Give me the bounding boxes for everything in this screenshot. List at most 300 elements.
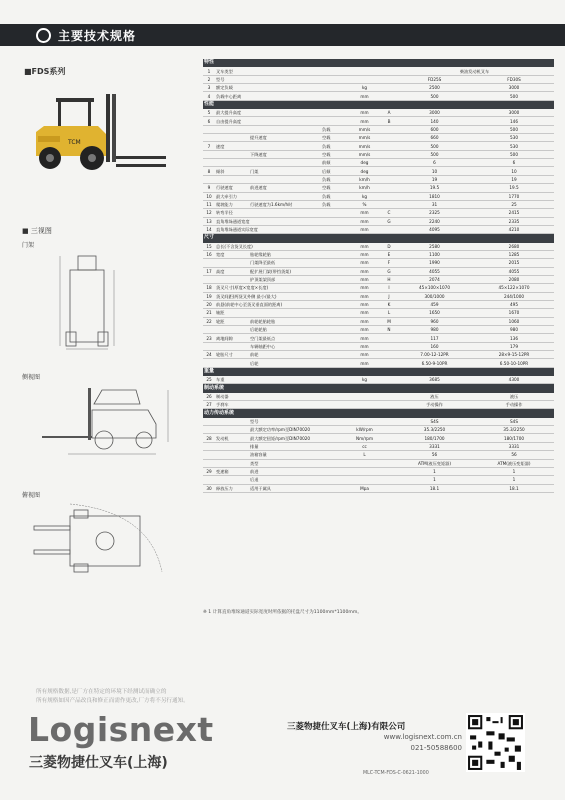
spec-cell-v1: 1100 bbox=[395, 250, 474, 258]
spec-cell-c2 bbox=[249, 159, 321, 167]
spec-cell-code: J bbox=[383, 292, 395, 300]
spec-cell-no: 20 bbox=[203, 300, 215, 308]
spec-cell-c1: 轴距 bbox=[215, 309, 249, 317]
spec-cell-code bbox=[383, 134, 395, 142]
spec-cell-unit: mm bbox=[346, 284, 383, 292]
spec-cell-v1: 液压 bbox=[395, 392, 474, 400]
spec-cell-v1: ATM(液压变矩器) bbox=[395, 459, 474, 467]
spec-cell-v2: 500 bbox=[474, 92, 554, 100]
three-views-heading: ■ 三视图 bbox=[22, 227, 52, 235]
spec-cell-v2: 6.50-10-10PR bbox=[474, 359, 554, 367]
spec-cell-v2: 244/1000 bbox=[474, 292, 554, 300]
spec-cell-c2 bbox=[249, 217, 321, 225]
spec-row bbox=[203, 284, 554, 292]
spec-row bbox=[203, 326, 554, 334]
spec-cell-unit: L bbox=[346, 451, 383, 459]
spec-row bbox=[203, 267, 554, 275]
spec-cell-code bbox=[383, 67, 395, 75]
spec-cell-code bbox=[383, 175, 395, 183]
spec-cell-c2: 车辆轴距中心 bbox=[249, 342, 321, 350]
brand-logo: Logisnext bbox=[28, 710, 214, 749]
spec-cell-code: A bbox=[383, 109, 395, 117]
spec-row bbox=[203, 175, 554, 183]
spec-cell-v2: 2015 bbox=[474, 259, 554, 267]
spec-cell-v2: 1 bbox=[474, 467, 554, 475]
spec-cell-code bbox=[383, 184, 395, 192]
spec-cell-c2 bbox=[249, 142, 321, 150]
spec-cell-c2 bbox=[249, 109, 321, 117]
spec-row bbox=[203, 84, 554, 92]
disclaimer bbox=[36, 688, 189, 706]
spec-section-label: 尺寸 bbox=[203, 234, 554, 242]
spec-cell-unit bbox=[346, 75, 383, 83]
spec-cell-c3 bbox=[321, 275, 346, 283]
spec-cell-c2 bbox=[249, 92, 321, 100]
side-view-label: 侧视图 bbox=[22, 374, 41, 381]
spec-cell-c2: 前轮轮胎轮胎 bbox=[249, 317, 321, 325]
spec-cell-v1: 180/1700 bbox=[395, 434, 474, 442]
spec-cell-no: 2 bbox=[203, 75, 215, 83]
spec-cell-v2: 4055 bbox=[474, 267, 554, 275]
document-code: MLC-TCM-FDS-C-0621-1000 bbox=[363, 771, 429, 776]
spec-row bbox=[203, 300, 554, 308]
spec-cell-unit bbox=[346, 467, 383, 475]
spec-cell-unit: mm/s bbox=[346, 142, 383, 150]
spec-cell-code bbox=[383, 484, 395, 492]
spec-cell-c3 bbox=[321, 376, 346, 384]
spec-cell-c1: 爬坡能力 bbox=[215, 200, 249, 208]
spec-cell-c1 bbox=[215, 150, 249, 158]
spec-cell-c3: 负载 bbox=[321, 142, 346, 150]
spec-cell-c1 bbox=[215, 259, 249, 267]
spec-cell-unit: kW/rpm bbox=[346, 426, 383, 434]
spec-cell-no: 15 bbox=[203, 242, 215, 250]
spec-cell-c1: 型号 bbox=[215, 75, 249, 83]
spec-cell-v1: 4055 bbox=[395, 267, 474, 275]
spec-cell-c2: 前进速度 bbox=[249, 184, 321, 192]
spec-cell-code: C bbox=[383, 209, 395, 217]
spec-cell-no: 5 bbox=[203, 109, 215, 117]
spec-cell-unit: mm bbox=[346, 217, 383, 225]
spec-cell-c1: 宽度 bbox=[215, 250, 249, 258]
spec-cell-c2 bbox=[249, 175, 321, 183]
spec-cell-code bbox=[383, 401, 395, 409]
spec-cell-code bbox=[383, 459, 395, 467]
spec-cell-c3 bbox=[321, 75, 346, 83]
spec-cell-v2: 10 bbox=[474, 167, 554, 175]
spec-cell-code bbox=[383, 75, 395, 83]
spec-cell-c1: 轮胎尺寸 bbox=[215, 351, 249, 359]
spec-row bbox=[203, 250, 554, 258]
spec-cell-c2: 行驶速度为1.6km/h时 bbox=[249, 200, 321, 208]
spec-cell-c2: 最大额定功率/rpm至DIN70020 bbox=[249, 426, 321, 434]
spec-cell-c1 bbox=[215, 451, 249, 459]
spec-cell-unit: mm bbox=[346, 351, 383, 359]
spec-cell-unit bbox=[346, 401, 383, 409]
spec-cell-unit: mm bbox=[346, 275, 383, 283]
spec-cell-no bbox=[203, 150, 215, 158]
spec-cell-c1: 负载中心距离 bbox=[215, 92, 249, 100]
spec-cell-c3 bbox=[321, 209, 346, 217]
front-view-label: 门架 bbox=[22, 242, 35, 249]
spec-cell-code bbox=[383, 167, 395, 175]
spec-section-header bbox=[203, 234, 554, 242]
svg-text:TCM: TCM bbox=[68, 139, 81, 146]
spec-cell-no bbox=[203, 134, 215, 142]
spec-cell-unit: mm bbox=[346, 317, 383, 325]
spec-cell-v2: 4300 bbox=[474, 376, 554, 384]
spec-cell-c3 bbox=[321, 117, 346, 125]
spec-cell-unit: mm bbox=[346, 300, 383, 308]
spec-cell-no bbox=[203, 125, 215, 133]
spec-cell-v1: 31 bbox=[395, 200, 474, 208]
spec-row bbox=[203, 376, 554, 384]
spec-row bbox=[203, 242, 554, 250]
spec-cell-unit: Mpa bbox=[346, 484, 383, 492]
spec-section-label: 特性 bbox=[203, 59, 554, 67]
spec-row bbox=[203, 451, 554, 459]
spec-cell-c3: 负载 bbox=[321, 175, 346, 183]
spec-cell-c3: 负载 bbox=[321, 125, 346, 133]
spec-cell-c1 bbox=[215, 417, 249, 425]
spec-cell-no: 18 bbox=[203, 284, 215, 292]
spec-cell-v1: 300/1000 bbox=[395, 292, 474, 300]
spec-cell-c2: 后轮 bbox=[249, 359, 321, 367]
spec-cell-unit bbox=[346, 67, 383, 75]
spec-cell-v1: 19 bbox=[395, 175, 474, 183]
spec-cell-c1: 变速箱 bbox=[215, 467, 249, 475]
spec-cell-c2 bbox=[249, 401, 321, 409]
spec-row bbox=[203, 75, 554, 83]
spec-cell-c1 bbox=[215, 342, 249, 350]
spec-cell-c1: 行驶速度 bbox=[215, 184, 249, 192]
spec-cell-c1 bbox=[215, 442, 249, 450]
spec-cell-c3 bbox=[321, 459, 346, 467]
spec-cell-v1: 3000 bbox=[395, 109, 474, 117]
spec-row bbox=[203, 209, 554, 217]
page-title: 主要技术规格 bbox=[58, 29, 137, 43]
spec-cell-c1: 总长(不含货叉长度) bbox=[216, 243, 253, 249]
spec-row bbox=[203, 351, 554, 359]
spec-row bbox=[203, 434, 554, 442]
spec-cell-c1: 额定负载 bbox=[215, 84, 249, 92]
spec-cell-no: 28 bbox=[203, 434, 215, 442]
spec-cell-c1: 速度 bbox=[215, 142, 249, 150]
spec-cell-v1: 500 bbox=[395, 92, 474, 100]
spec-row bbox=[203, 459, 554, 467]
spec-cell-c1: 直角堆垛通道实际宽度 bbox=[216, 227, 258, 233]
spec-cell-unit: % bbox=[346, 200, 383, 208]
forklift-photo bbox=[28, 86, 168, 176]
spec-row bbox=[203, 125, 554, 133]
spec-cell-c3: 负载 bbox=[321, 200, 346, 208]
spec-cell-c1 bbox=[215, 459, 249, 467]
qr-code-icon bbox=[466, 713, 525, 772]
spec-cell-no bbox=[203, 426, 215, 434]
spec-cell-c1 bbox=[215, 426, 249, 434]
spec-cell-v1: 660 bbox=[395, 134, 474, 142]
spec-row bbox=[203, 67, 554, 75]
spec-cell-v1: 140 bbox=[395, 117, 474, 125]
spec-section-header bbox=[203, 59, 554, 67]
spec-cell-c1 bbox=[215, 159, 249, 167]
spec-cell-code bbox=[383, 451, 395, 459]
spec-cell-v1: 2500 bbox=[395, 84, 474, 92]
spec-cell-no bbox=[203, 159, 215, 167]
spec-row bbox=[203, 217, 554, 225]
series-label: ■FDS系列 bbox=[24, 67, 66, 76]
spec-cell-c2: 门架 bbox=[249, 167, 321, 175]
spec-cell-unit: mm bbox=[346, 326, 383, 334]
spec-cell-unit: mm bbox=[346, 242, 383, 250]
spec-cell-no: 19 bbox=[203, 292, 215, 300]
spec-cell-unit: kg bbox=[346, 192, 383, 200]
spec-cell-v1: 1990 bbox=[395, 259, 474, 267]
spec-section-header bbox=[203, 100, 554, 108]
spec-cell-v2: 500 bbox=[474, 150, 554, 158]
spec-cell-c1: 释放压力 bbox=[215, 484, 249, 492]
spec-cell-c2 bbox=[249, 376, 321, 384]
spec-cell-v1: 980 bbox=[395, 326, 474, 334]
spec-cell-c3 bbox=[321, 451, 346, 459]
spec-section-label: 动力传动系统 bbox=[203, 409, 554, 417]
spec-row bbox=[203, 184, 554, 192]
spec-cell-v1: 117 bbox=[395, 334, 474, 342]
spec-cell-v2: 1670 bbox=[474, 309, 554, 317]
spec-cell-v1: 600 bbox=[395, 125, 474, 133]
spec-cell-v1: 柴油发动机叉车 bbox=[395, 67, 554, 75]
spec-cell-code: M bbox=[383, 317, 395, 325]
spec-cell-no: 3 bbox=[203, 84, 215, 92]
spec-cell-v2: ATM(液压变矩器) bbox=[474, 459, 554, 467]
spec-row bbox=[203, 167, 554, 175]
spec-cell-c2 bbox=[249, 309, 321, 317]
spec-cell-v2: 56 bbox=[474, 451, 554, 459]
spec-cell-no bbox=[203, 342, 215, 350]
spec-cell-code bbox=[383, 476, 395, 484]
spec-cell-no: 17 bbox=[203, 267, 215, 275]
spec-cell-c3 bbox=[321, 225, 346, 233]
spec-cell-v2: 19 bbox=[474, 175, 554, 183]
spec-cell-c1: 发动机 bbox=[215, 434, 249, 442]
spec-row bbox=[203, 426, 554, 434]
spec-cell-no bbox=[203, 417, 215, 425]
spec-cell-c3 bbox=[321, 259, 346, 267]
spec-cell-c2 bbox=[249, 225, 321, 233]
spec-cell-code bbox=[383, 434, 395, 442]
spec-cell-v2: 2080 bbox=[474, 275, 554, 283]
spec-row bbox=[203, 309, 554, 317]
spec-cell-code: L bbox=[383, 309, 395, 317]
footnote: ※ 1 计算直角堆垛通道实际宽度时所依据的托盘尺寸为1100mm*1100mm。 bbox=[203, 610, 362, 615]
spec-cell-v2: 18.1 bbox=[474, 484, 554, 492]
spec-cell-c1 bbox=[215, 175, 249, 183]
spec-cell-code: F bbox=[383, 259, 395, 267]
spec-cell-c1: 最大提升高度 bbox=[215, 109, 249, 117]
spec-cell-c1: 高度 bbox=[215, 267, 249, 275]
spec-cell-c3 bbox=[321, 442, 346, 450]
spec-cell-code: I bbox=[383, 284, 395, 292]
spec-cell-unit bbox=[346, 392, 383, 400]
spec-cell-c3 bbox=[321, 217, 346, 225]
spec-section-label: 重量 bbox=[203, 367, 554, 375]
spec-cell-c3 bbox=[321, 392, 346, 400]
spec-cell-unit: mm bbox=[346, 359, 383, 367]
spec-cell-code bbox=[383, 376, 395, 384]
spec-cell-unit: mm/s bbox=[346, 150, 383, 158]
spec-cell-code: N bbox=[383, 326, 395, 334]
spec-section-label: 性能 bbox=[203, 100, 554, 108]
spec-cell-no: 11 bbox=[203, 200, 215, 208]
spec-cell-c1: 手刹车 bbox=[215, 401, 249, 409]
spec-cell-c2: 提升速度 bbox=[249, 134, 321, 142]
spec-cell-v2: 179 bbox=[474, 342, 554, 350]
spec-cell-v2: 146 bbox=[474, 117, 554, 125]
spec-cell-c1: 货叉间距(两货叉外侧 最小/最大) bbox=[216, 293, 277, 299]
top-view-drawing bbox=[30, 502, 180, 592]
spec-cell-c3 bbox=[321, 426, 346, 434]
spec-cell-no: 16 bbox=[203, 250, 215, 258]
spec-cell-code: E bbox=[383, 250, 395, 258]
spec-cell-v2: 2335 bbox=[474, 217, 554, 225]
spec-cell-c3 bbox=[321, 84, 346, 92]
spec-cell-code: K bbox=[383, 300, 395, 308]
spec-cell-code: H bbox=[383, 275, 395, 283]
spec-cell-unit: Nm/rpm bbox=[346, 434, 383, 442]
spec-cell-c2: 适用于属具 bbox=[249, 484, 321, 492]
spec-row bbox=[203, 200, 554, 208]
spec-cell-v2: 500 bbox=[474, 125, 554, 133]
spec-row bbox=[203, 109, 554, 117]
spec-cell-code bbox=[383, 192, 395, 200]
phone-number: 021-50588600 bbox=[410, 744, 462, 752]
spec-cell-unit: mm bbox=[346, 109, 383, 117]
spec-cell-unit: mm bbox=[346, 225, 383, 233]
spec-cell-no bbox=[203, 451, 215, 459]
spec-cell-no: 14 bbox=[203, 225, 215, 233]
spec-row bbox=[203, 275, 554, 283]
spec-cell-c3 bbox=[321, 300, 346, 308]
spec-cell-unit: mm bbox=[346, 309, 383, 317]
spec-cell-c3 bbox=[321, 92, 346, 100]
spec-cell-no: 10 bbox=[203, 192, 215, 200]
front-view-drawing bbox=[30, 252, 150, 352]
brand-chinese-name: 三菱物捷仕叉车(上海) bbox=[29, 755, 168, 771]
spec-cell-unit: km/h bbox=[346, 175, 383, 183]
spec-cell-c3: 负载 bbox=[321, 192, 346, 200]
spec-cell-c2 bbox=[249, 125, 321, 133]
spec-cell-c3 bbox=[321, 292, 346, 300]
spec-cell-v2: 136 bbox=[474, 334, 554, 342]
spec-cell-no: 21 bbox=[203, 309, 215, 317]
spec-cell-v1: 960 bbox=[395, 317, 474, 325]
spec-cell-unit: mm bbox=[346, 117, 383, 125]
spec-cell-c3: 空载 bbox=[321, 134, 346, 142]
spec-cell-c3: 前倾 bbox=[321, 159, 346, 167]
spec-cell-no: 22 bbox=[203, 317, 215, 325]
spec-row bbox=[203, 150, 554, 158]
spec-cell-v2: 2415 bbox=[474, 209, 554, 217]
spec-cell-v2: 530 bbox=[474, 134, 554, 142]
spec-cell-c2: 类型 bbox=[249, 459, 321, 467]
spec-cell-no: 30 bbox=[203, 484, 215, 492]
spec-row bbox=[203, 484, 554, 492]
spec-cell-v1: 手动操作 bbox=[395, 401, 474, 409]
spec-cell-unit: mm/s bbox=[346, 125, 383, 133]
spec-cell-c2: 下降速度 bbox=[249, 150, 321, 158]
spec-cell-unit: mm bbox=[346, 292, 383, 300]
spec-cell-c2: 配扩展门架(带挡货架) bbox=[249, 267, 321, 275]
spec-cell-c3 bbox=[321, 326, 346, 334]
spec-cell-code bbox=[383, 84, 395, 92]
spec-cell-v2: 液压 bbox=[474, 392, 554, 400]
spec-cell-v1: 2074 bbox=[395, 275, 474, 283]
spec-cell-c3 bbox=[321, 359, 346, 367]
spec-cell-no: 9 bbox=[203, 184, 215, 192]
spec-cell-c1: 离地间隙 bbox=[215, 334, 249, 342]
company-name: 三菱物捷仕叉车(上海)有限公司 bbox=[287, 722, 406, 732]
spec-cell-v1: 3685 bbox=[395, 376, 474, 384]
spec-cell-unit: deg bbox=[346, 167, 383, 175]
spec-cell-v2: 4210 bbox=[474, 225, 554, 233]
spec-row bbox=[203, 292, 554, 300]
spec-cell-v1: 2580 bbox=[395, 242, 474, 250]
spec-cell-v2: 3331 bbox=[474, 442, 554, 450]
spec-cell-v1: S4S bbox=[395, 417, 474, 425]
website: www.logisnext.com.cn bbox=[383, 733, 462, 741]
spec-cell-code bbox=[383, 159, 395, 167]
spec-row bbox=[203, 159, 554, 167]
spec-cell-code bbox=[383, 417, 395, 425]
spec-row bbox=[203, 92, 554, 100]
spec-cell-c2: 前进 bbox=[249, 467, 321, 475]
spec-cell-c1 bbox=[215, 476, 249, 484]
spec-cell-v2: 45×122×1070 bbox=[474, 284, 554, 292]
spec-cell-v1: 500 bbox=[395, 150, 474, 158]
spec-cell-v1: 1 bbox=[395, 467, 474, 475]
spec-cell-no: 27 bbox=[203, 401, 215, 409]
spec-cell-v2: 手动操作 bbox=[474, 401, 554, 409]
spec-cell-c1: 制动器 bbox=[215, 392, 249, 400]
spec-cell-v1: 2240 bbox=[395, 217, 474, 225]
spec-cell-v2: 35.3/2250 bbox=[474, 426, 554, 434]
spec-cell-v1: 7.00-12-12PR bbox=[395, 351, 474, 359]
spec-cell-v1: 35.3/2250 bbox=[395, 426, 474, 434]
spec-row bbox=[203, 359, 554, 367]
spec-row bbox=[203, 192, 554, 200]
spec-cell-code bbox=[383, 92, 395, 100]
spec-cell-c3: 后倾 bbox=[321, 167, 346, 175]
spec-cell-v2: 28×9-15-12PR bbox=[474, 351, 554, 359]
disclaimer-line: 所有规格数据,是厂方在特定的环境下经测试而确立的 bbox=[36, 689, 167, 695]
disclaimer-line: 所有规格如因产品改良和修正而需作更改,厂方将不另行通知。 bbox=[36, 698, 189, 704]
spec-cell-unit: cc bbox=[346, 442, 383, 450]
spec-cell-v2: 980 bbox=[474, 326, 554, 334]
spec-cell-unit bbox=[346, 476, 383, 484]
spec-cell-c2 bbox=[249, 209, 321, 217]
spec-cell-unit bbox=[346, 417, 383, 425]
spec-cell-c1: 最大牵引力 bbox=[215, 192, 249, 200]
spec-cell-v1: FD25S bbox=[395, 75, 474, 83]
spec-cell-c2 bbox=[249, 117, 321, 125]
spec-row bbox=[203, 142, 554, 150]
spec-cell-v1: 56 bbox=[395, 451, 474, 459]
spec-cell-c1 bbox=[215, 275, 249, 283]
spec-cell-code: G bbox=[383, 267, 395, 275]
spec-cell-c1: 车重 bbox=[215, 376, 249, 384]
spec-cell-c1: 自由提升高度 bbox=[215, 117, 249, 125]
spec-cell-code bbox=[383, 225, 395, 233]
